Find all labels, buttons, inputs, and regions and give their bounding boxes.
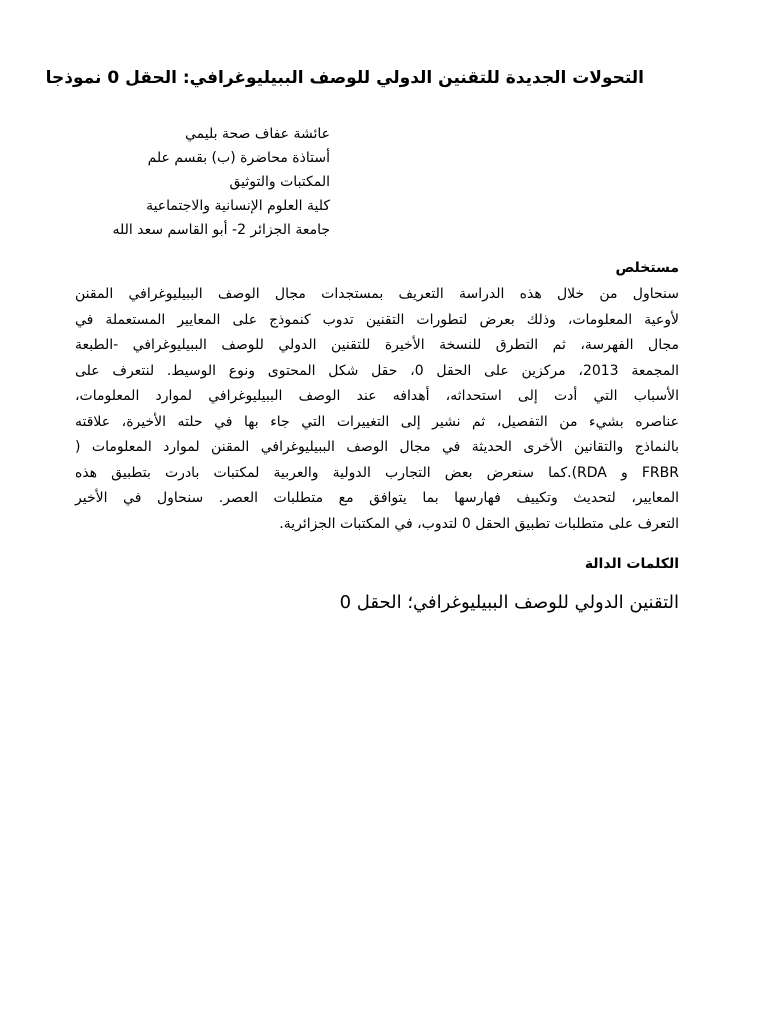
abstract-line: التعرف على متطلبات تطبيق الحقل 0 لتدوب، في المكتبات الجزائرية. bbox=[279, 515, 679, 532]
author-faculty: كلية العلوم الإنسانية والاجتماعية bbox=[146, 198, 330, 214]
document-title: التحولات الجديدة للتقنين الدولي للوصف الببيليوغرافي: الحقل 0 نموذجا bbox=[45, 68, 644, 88]
abstract-line: المعايير، لتحديث وتكييف فهارسها بما يتوافق مع متطلبات العصر. سنحاول في الأخير bbox=[75, 490, 679, 506]
keywords-heading: الكلمات الدالة bbox=[584, 556, 679, 572]
author-name: عائشة عفاف صحة بليمي bbox=[184, 126, 330, 142]
abstract-line: سنحاول من خلال هذه الدراسة التعريف بمستجدات مجال الوصف الببيليوغرافي المقنن bbox=[75, 286, 679, 302]
abstract-line: لأوعية المعلومات، وذلك بعرض لتطورات التقنين تدوب كنموذج على المعايير المستعملة في bbox=[75, 311, 679, 328]
abstract-line: بالنماذج والتقانين الأخرى الحديثة في مجال الوصف الببيليوغرافي المقنن لموارد المعلومات ( bbox=[75, 439, 679, 455]
author-position: أستاذة محاضرة (ب) بقسم علم bbox=[147, 150, 330, 166]
keywords-text: التقنين الدولي للوصف الببيليوغرافي؛ الحقل 0 bbox=[339, 592, 679, 613]
abstract-line: المجمعة 2013، مركزين على الحقل 0، حقل شكل المحتوى ونوع الوسيط. لنتعرف على bbox=[75, 362, 680, 379]
author-university: جامعة الجزائر 2- أبو القاسم سعد الله bbox=[112, 222, 330, 238]
abstract-line: الأسباب التي أدت إلى استحداثه، أهدافه عند الوصف الببيليوغرافي لموارد المعلومات، bbox=[75, 388, 679, 404]
abstract-line: عناصره بشيء من التفصيل، ثم نشير إلى التغييرات التي جاء بها في حلته الأخيرة، علاقته bbox=[75, 413, 679, 430]
author-department: المكتبات والتوثيق bbox=[229, 174, 330, 190]
author-block bbox=[70, 122, 330, 242]
abstract-line: FRBR و RDA).كما سنعرض بعض التجارب الدولية والعربية لمكتبات بادرت بتطبيق هذه bbox=[75, 464, 679, 481]
abstract-body bbox=[75, 282, 679, 537]
abstract-heading: مستخلص bbox=[615, 260, 679, 276]
abstract-line: مجال الفهرسة، ثم التطرق للنسخة الأخيرة للتقنين الدولي للوصف الببيليوغرافي -الطبعة bbox=[75, 337, 679, 353]
